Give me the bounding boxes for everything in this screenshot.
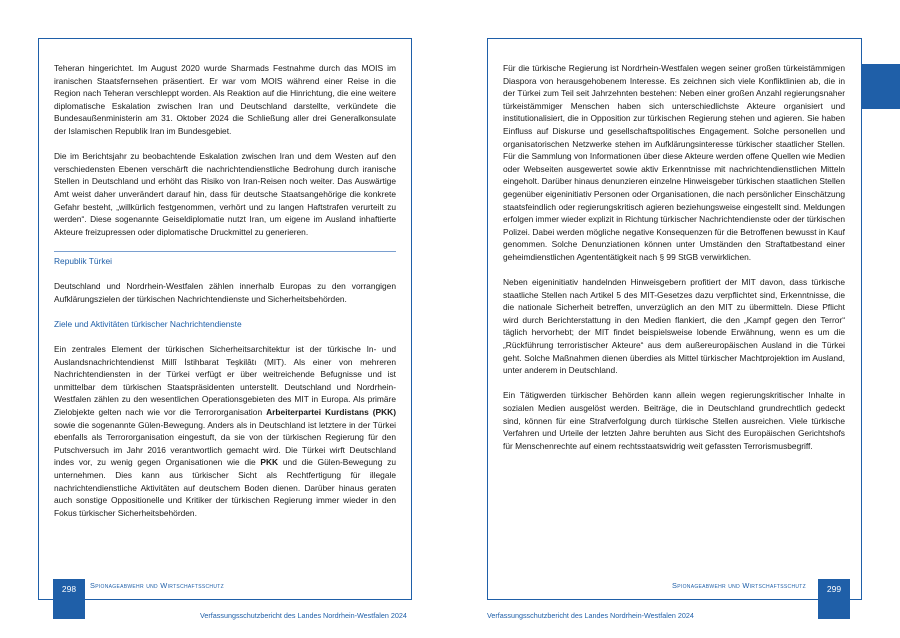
left-page-text	[54, 62, 396, 532]
paragraph: Ein Tätigwerden türkischer Behörden kann allein wegen regierungskritischer Inhalte in sozialen Medien ausgelöst werden. Beiträge, die in Deutschland grundrechtlich gedeckt sind, können für eine Strafverfolgung durch türkische Stellen ausreichen. Viele türkische Verfahren und Urteile der letzten Jahre beruhten aus Sicht des Europäischen Gerichtshofs für Menschenrechte auf einem rechtsstaatswidrig weit gefassten Terrorismusbegriff.	[503, 390, 845, 451]
section-divider	[54, 251, 396, 252]
page-number-left: 298	[53, 579, 85, 619]
paragraph: Für die türkische Regierung ist Nordrhein-Westfalen wegen seiner großen türkeistämmigen Diaspora von herausgehobenem Interesse. Es zeichnen sich viele Konfliktlinien ab, die in der Türkei zum Teil seit Jahrzehnten bestehen: Neben einer großen Anzahl regierungsnaher türkeistämmiger Menschen haben sich unterschiedlichste Akteure organisiert und institutionalisiert, die in Opposition zur türkischen Regierung stehen und agieren. Sie haben Einfluss auf Diskurse und gesellschaftspolitisches Engagement. Solche personellen und organisatorischen Netzwerke stehen im Aufklärungsinteresse türkischer staatlicher Stellen. Für die Sammlung von Informationen über diese Akteure werden offene Quellen wie Medien oder Webseiten ausgewertet sowie aktiv Erkenntnisse mit nachrichtendienstlichen Mitteln eingeholt. Darüber hinaus denunzieren einzelne Hinweisgeber türkischen staatlichen Stellen gegenüber eigeninitiativ Personen oder Organisationen, die nach persönlicher Einschätzung staatsfeindlich oder regierungskritisch agieren beziehungsweise eingestellt sind. Meldungen erfolgen immer wieder explizit in Richtung türkischer Nachrichtendienste oder der türkischen Polizei. Dabei werden mögliche negative Konsequenzen für die Betroffenen bewusst in Kauf genommen. Solche Denunziationen können unter Umständen den Straftatbestand einer geheimdienstlichen Agententätigkeit nach § 99 StGB verwirklichen.	[503, 63, 845, 262]
paragraph: Neben eigeninitiativ handelnden Hinweisgebern profitiert der MIT davon, dass türkische staatliche Stellen nach Artikel 5 des MIT-Gesetzes dazu verpflichtet sind, Erkenntnisse, die die nationale Sicherheit betreffen, unverzüglich an den MIT zu übermitteln. Diese Pflicht wird durch Berichterstattung in den Medien flankiert, die den „Kampf gegen den Terror“ täglich hervorhebt; der MIT findet beispielsweise lobende Erwähnung, wenn es um die „Rückführung terroristischer Akteure“ aus dem außereuropäischen Ausland in die Türkei geht. Solche Maßnahmen dienen überdies als Mittel türkischer Machtprojektion im Ausland, unter anderem in Deutschland.	[503, 277, 845, 376]
footer-left: Verfassungsschutzbericht des Landes Nordrhein-Westfalen 2024	[200, 611, 407, 620]
section-heading: Republik Türkei	[54, 255, 113, 266]
footer-right: Verfassungsschutzbericht des Landes Nordrhein-Westfalen 2024	[487, 611, 694, 620]
text-run: sowie die sogenannte Gülen-Bewegung. Anders als in Deutschland ist letztere in der Türkei ebenfalls als Terrororganisation eingestuft, da sie von der türkischen Regierung für den Putschversuch im Jahr 2016 verantwortlich gemacht wird. Die Türkei wirft Deutschland indes vor, zu wenig gegen Organisationen wie die	[54, 419, 396, 468]
right-page-text	[503, 62, 845, 465]
running-head-left: Spionageabwehr und Wirtschaftsschutz	[90, 581, 224, 590]
page-number-right: 299	[818, 579, 850, 619]
text-run: Ein zentrales Element der türkischen Sicherheitsarchitektur ist der türkische In- und Auslandsnachrichtendienst Millî İstihbarat Teşkilâtı (MIT). Als einer von mehreren Nachrichtendiensten in der Türkei verfügt er über weitreichende Befugnisse und ist unmittelbar dem türkischen Staatspräsidenten unterstellt. Deutschland und Nordrhein-Westfalen zählen zu den wesentlichen Operationsgebieten des MIT in Europa. Als primäre Zielobjekte gelten nach wie vor die Terrororganisation	[54, 344, 396, 418]
bold-term: PKK	[260, 457, 279, 468]
subheading: Ziele und Aktivitäten türkischer Nachrichtendienste	[54, 318, 242, 329]
paragraph: Deutschland und Nordrhein-Westfalen zählen innerhalb Europas zu den vorrangigen Aufklärungszielen der türkischen Nachrichtendienste und Sicherheitsbehörden.	[54, 281, 396, 304]
paragraph: Teheran hingerichtet. Im August 2020 wurde Sharmads Festnahme durch das MOIS im iranischen Staatsfernsehen präsentiert. Er war vom MOIS während einer Reise in die Region nach Teheran verschleppt worden. Als Reaktion auf die Hinrichtung, die eine weitere diplomatische Eskalation zwischen Iran und Deutschland darstellte, verkündete die Bundesaußenministerin am 31. Oktober 2024 die Schließung aller drei Generalkonsulate der Islamischen Republik Iran im Bundesgebiet.	[54, 63, 396, 136]
paragraph: Die im Berichtsjahr zu beobachtende Eskalation zwischen Iran und dem Westen auf den verschiedensten Ebenen verschärft die nachrichtendienstliche Bedrohung durch iranische Stellen in Deutschland und erhöht das Risiko von Iran-Reisen noch weiter. Das Auswärtige Amt weist daher unverändert darauf hin, dass für deutsche Staatsangehörige die konkrete Gefahr besteht, „willkürlich festgenommen, verhört und zu langen Haftstrafen verurteilt zu werden“. Diese sogenannte Geiseldiplomatie nutzt Iran, um eigene im Ausland inhaftierte Akteure freizupressen oder diplomatische Druckmittel zu generieren.	[54, 151, 396, 237]
bold-term: Arbeiterpartei Kurdistans (PKK)	[266, 407, 397, 418]
running-head-right: Spionageabwehr und Wirtschaftsschutz	[672, 581, 806, 590]
text-run: und die Gülen-Bewegung zu unternehmen. Dies kann aus türkischer Sicht als Rechtfertigung für illegale nachrichtendienstliche Aktivitäten auf deutschem Boden dienen. Darüber hinaus geraten auch sonstige Oppositionelle und Kritiker der türkischen Regierung immer wieder in den Fokus türkischer Sicherheitsbehörden.	[54, 457, 396, 518]
paragraph	[54, 343, 396, 519]
chapter-tab-marker	[861, 64, 900, 109]
